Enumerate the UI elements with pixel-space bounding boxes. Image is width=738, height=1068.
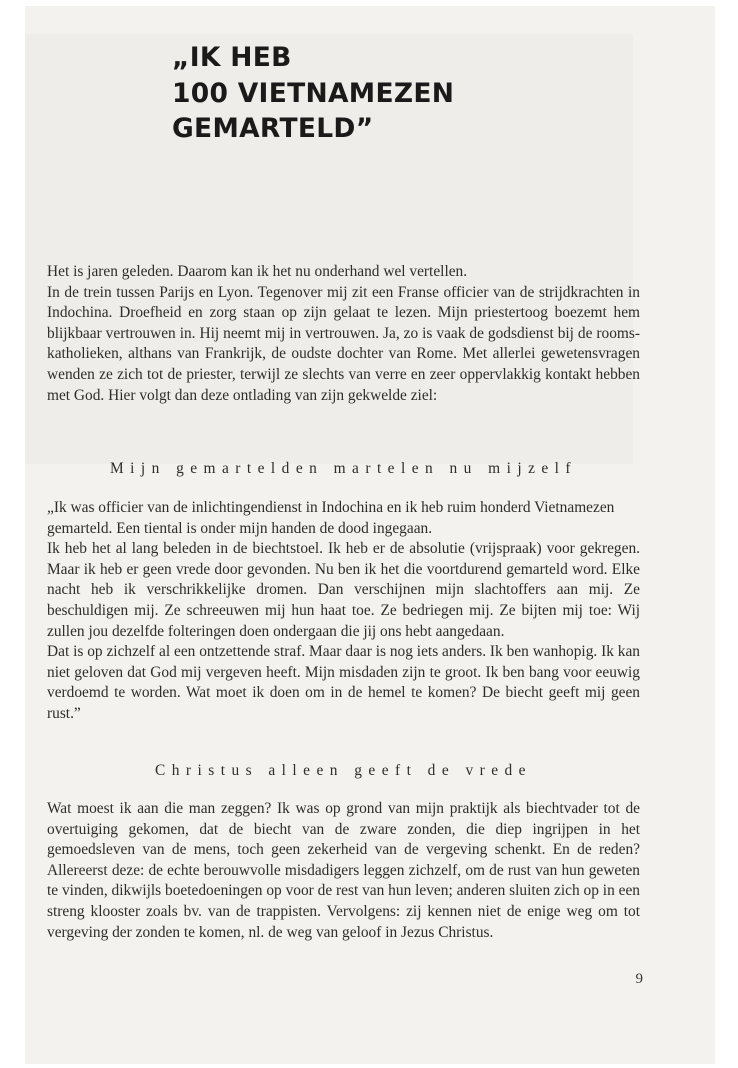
section-2-paragraph-1: Wat moest ik aan die man zeggen? Ik was op grond van mijn praktijk als biechtvader tot de overtuiging gekomen, dat de biecht van de zware zonden, die diep ingrijpen in het gemoedsleven van de mens, toch geen zekerheid van de vergeving schenkt. En de reden? Allereerst deze: de echte berouwvolle misdadigers leggen zichzelf, om de rust van hun geweten te vinden, dikwijls boetedoeningen op voor de rest van hun leven; anderen sluiten zich op in een streng klooster zoals bv. van de trappisten. Vervolgens: zij kennen niet de enige weg om tot vergeving der zonden te komen, nl. de weg van geloof in Jezus Christus. [47,800,640,941]
section-heading-2: Christus alleen geeft de vrede [155,762,532,779]
section-1-text [47,498,640,725]
section-1-paragraph-2: Ik heb het al lang beleden in de biechtstoel. Ik heb er de absolutie (vrijspraak) voor gekregen. Maar ik heb er geen vrede door gevonden. Nu ben ik het die voortdurend gemarteld word. Elke nacht heb ik verschrikkelijke dromen. Dan verschijnen mijn slachtoffers aan mij. Ze beschuldigen mij. Ze schreeuwen mij hun haat toe. Ze bedriegen mij. Ze bijten mij toe: Wij zullen jou dezelfde folteringen doen ondergaan die jij ons hebt aangedaan. [47,540,640,640]
section-1-paragraph-3: Dat is op zichzelf al een ontzettende straf. Maar daar is nog iets anders. Ik ben wanhopig. Ik kan niet geloven dat God mij vergeven heeft. Mijn misdaden zijn te groot. Ik ben bang voor eeuwig verdoemd te worden. Wat moet ik doen om in de hemel te komen? De biecht geeft mij geen rust.” [47,643,640,722]
book-page [25,6,715,1064]
title-line-2: 100 VIETNAMEZEN [172,77,455,109]
section-2-text [47,799,640,943]
intro-text [47,262,640,406]
section-1-paragraph-1: „Ik was officier van de inlichtingendienst in Indochina en ik heb ruim honderd Vietnamezen gemarteld. Een tiental is onder mijn handen de dood ingegaan. [47,499,615,537]
intro-paragraph-1: Het is jaren geleden. Daarom kan ik het nu onderhand wel vertellen. [47,263,468,280]
title-line-3: GEMARTELD” [172,113,374,144]
article-title [172,40,454,147]
intro-paragraph-2: In de trein tussen Parijs en Lyon. Tegenover mij zit een Franse officier van de strijdkrachten in Indochina. Droefheid en zorg staan op zijn gelaat te lezen. Mijn priestertoog boezemt hem blijkbaar vertrouwen in. Hij neemt mij in vertrouwen. Ja, zo is vaak de godsdienst bij de rooms-katholieken, althans van Frankrijk, de oudste dochter van Rome. Met allerlei gewetensvragen wenden ze zich tot de priester, terwijl ze slechts van verre en zeer oppervlakkig kontakt hebben met God. Hier volgt dan deze ontlading van zijn gekwelde ziel: [47,283,640,404]
page-number: 9 [635,971,643,987]
title-line-1: „IK HEB [172,42,292,73]
section-heading-1: Mijn gemartelden martelen nu mijzelf [109,460,578,477]
